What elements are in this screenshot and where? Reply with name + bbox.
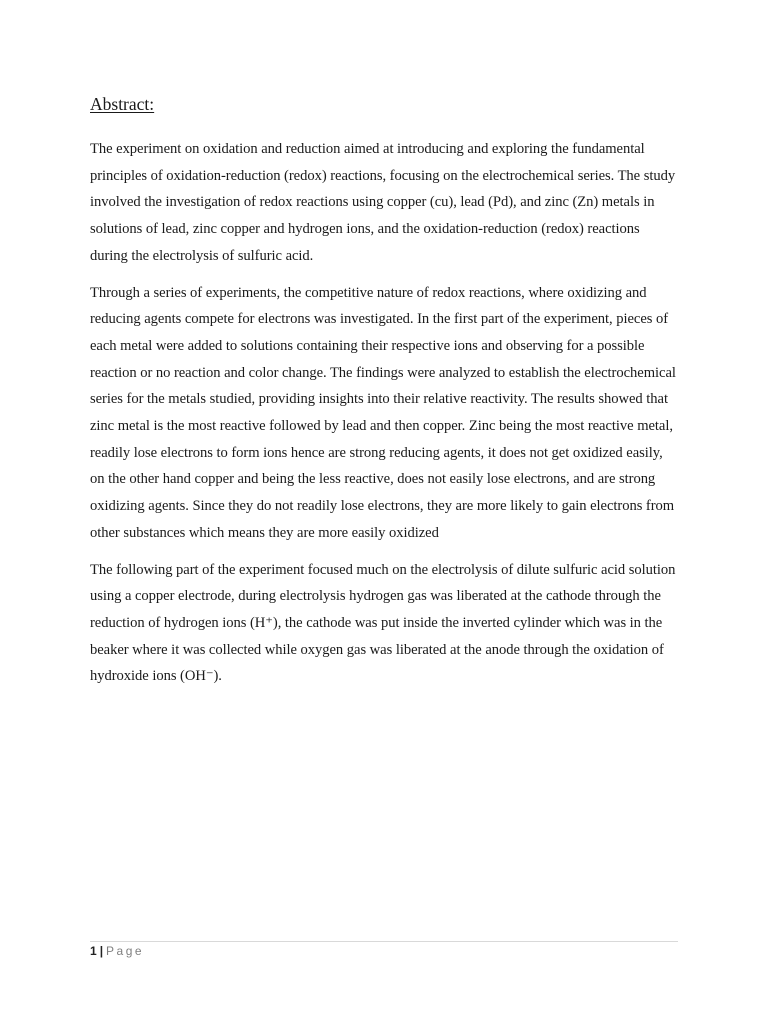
- abstract-paragraph-3: The following part of the experiment focused much on the electrolysis of dilute sulfuric acid solution using a copper electrode, during electrolysis hydrogen gas was liberated at the cathode through the reduction of hydrogen ions (H⁺), the cathode was put inside the inverted cylinder which was in the beaker where it was collected while oxygen gas was liberated at the anode through the oxidation of hydroxide ions (OH⁻).: [90, 561, 676, 685]
- abstract-paragraph-2: Through a series of experiments, the competitive nature of redox reactions, where oxidizing and reducing agents compete for electrons was investigated. In the first part of the experiment, pieces of each metal were added to solutions containing their respective ions and observing for a possible reaction or no reaction and color change. The findings were analyzed to establish the electrochemical series for the metals studied, providing insights into their relative reactivity. The results showed that zinc metal is the most reactive followed by lead and then copper. Zinc being the most reactive metal, readily lose electrons to form ions hence are strong reducing agents, it does not get oxidized easily, on the other hand copper and being the less reactive, does not easily lose electrons, and are strong oxidizing agents. Since they do not readily lose electrons, they are more likely to gain electrons from other substances which means they are more easily oxidized: [90, 284, 676, 541]
- document-page: [90, 90, 680, 700]
- abstract-heading: Abstract:: [90, 94, 155, 114]
- abstract-paragraph-1: The experiment on oxidation and reduction aimed at introducing and exploring the fundamental principles of oxidation-reduction (redox) reactions, focusing on the electrochemical series. The study involved the investigation of redox reactions using copper (cu), lead (Pd), and zinc (Zn) metals in solutions of lead, zinc copper and hydrogen ions, and the oxidation-reduction (redox) reactions during the electrolysis of sulfuric acid.: [90, 141, 676, 264]
- page-label: Page: [106, 944, 145, 958]
- page-number: 1: [90, 944, 97, 958]
- page-footer: [90, 942, 144, 960]
- footer-divider: [90, 941, 678, 942]
- footer-separator: |: [99, 944, 104, 958]
